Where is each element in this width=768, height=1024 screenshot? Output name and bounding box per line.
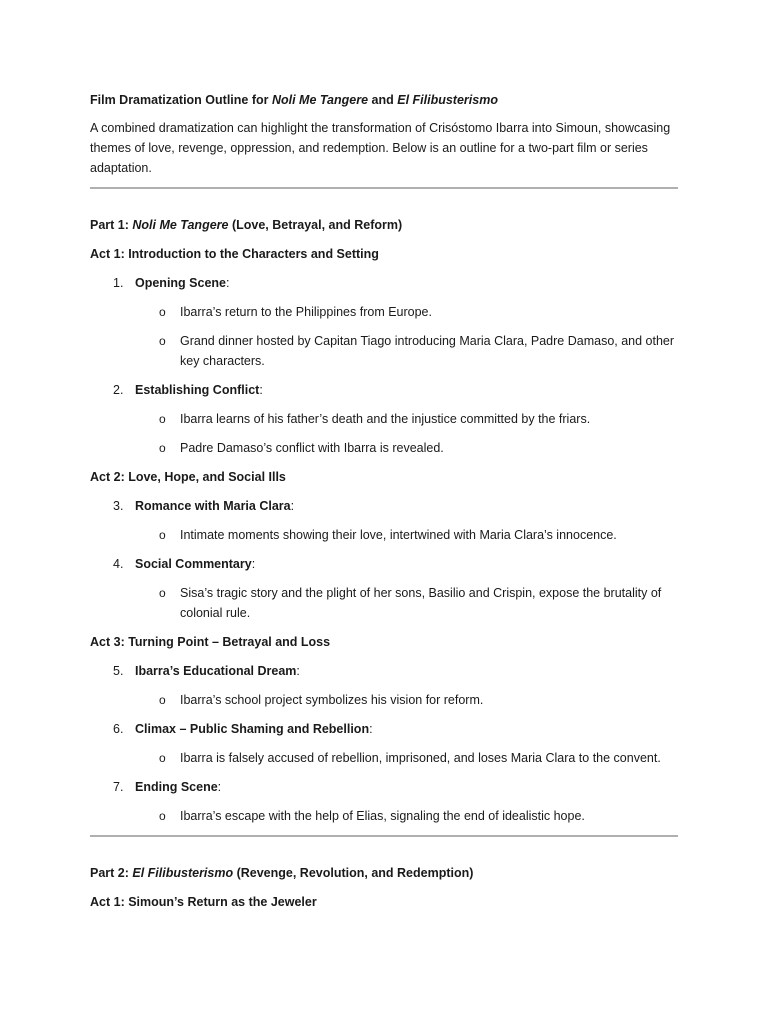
bullet-icon: o bbox=[159, 305, 166, 319]
list-item: 4. Social Commentary: bbox=[113, 557, 256, 571]
sub-bullet: o Ibarra learns of his father’s death and the injustice committed by the friars. bbox=[90, 409, 680, 429]
title-noli: Noli Me Tangere bbox=[271, 93, 369, 107]
list-item: 7. Ending Scene: bbox=[113, 780, 222, 794]
bullet-icon: o bbox=[159, 586, 166, 600]
section-divider bbox=[90, 187, 678, 189]
part1-act1-heading: Act 1: Introduction to the Characters and Setting bbox=[90, 247, 379, 261]
list-item: 3. Romance with Maria Clara: bbox=[113, 499, 295, 513]
bullet-icon: o bbox=[159, 528, 166, 542]
bullet-icon: o bbox=[159, 693, 166, 707]
bullet-icon: o bbox=[159, 751, 166, 765]
section-divider bbox=[90, 835, 678, 837]
list-item: 5. Ibarra’s Educational Dream: bbox=[113, 664, 300, 678]
bullet-icon: o bbox=[159, 809, 166, 823]
sub-bullet: o Intimate moments showing their love, intertwined with Maria Clara’s innocence. bbox=[90, 525, 680, 545]
part1-act3-heading: Act 3: Turning Point – Betrayal and Loss bbox=[90, 635, 331, 649]
title-fili: El Filibusterismo bbox=[397, 93, 498, 107]
sub-bullet: o Grand dinner hosted by Capitan Tiago introducing Maria Clara, Padre Damaso, and other key characters. bbox=[90, 331, 680, 371]
sub-bullet: o Sisa’s tragic story and the plight of her sons, Basilio and Crispin, expose the brutality of colonial rule. bbox=[90, 583, 680, 623]
part1-heading: Part 1: Noli Me Tangere (Love, Betrayal, and Reform) bbox=[90, 218, 403, 232]
document-body bbox=[90, 90, 680, 921]
bullet-icon: o bbox=[159, 334, 166, 348]
intro-paragraph: A combined dramatization can highlight the transformation of Crisóstomo Ibarra into Simoun, showcasing themes of love, revenge, oppression, and redemption. Below is an outline for a two-part film or series adaptation. bbox=[90, 121, 671, 175]
bullet-icon: o bbox=[159, 412, 166, 426]
list-item: 6. Climax – Public Shaming and Rebellion: bbox=[113, 722, 373, 736]
sub-bullet: o Ibarra is falsely accused of rebellion, imprisoned, and loses Maria Clara to the convent. bbox=[90, 748, 680, 768]
list-item: 1. Opening Scene: bbox=[113, 276, 230, 290]
sub-bullet: o Ibarra’s return to the Philippines from Europe. bbox=[90, 302, 680, 322]
part2-act1-heading: Act 1: Simoun’s Return as the Jeweler bbox=[90, 895, 317, 909]
document-title: Film Dramatization Outline for Noli Me Tangere and El Filibusterismo bbox=[90, 93, 498, 107]
sub-bullet: o Padre Damaso’s conflict with Ibarra is revealed. bbox=[90, 438, 680, 458]
bullet-icon: o bbox=[159, 441, 166, 455]
part2-heading: Part 2: El Filibusterismo (Revenge, Revolution, and Redemption) bbox=[90, 866, 474, 880]
sub-bullet: o Ibarra’s escape with the help of Elias, signaling the end of idealistic hope. bbox=[90, 806, 680, 826]
sub-bullet: o Ibarra’s school project symbolizes his vision for reform. bbox=[90, 690, 680, 710]
list-item: 2. Establishing Conflict: bbox=[113, 383, 263, 397]
part1-act2-heading: Act 2: Love, Hope, and Social Ills bbox=[90, 470, 286, 484]
